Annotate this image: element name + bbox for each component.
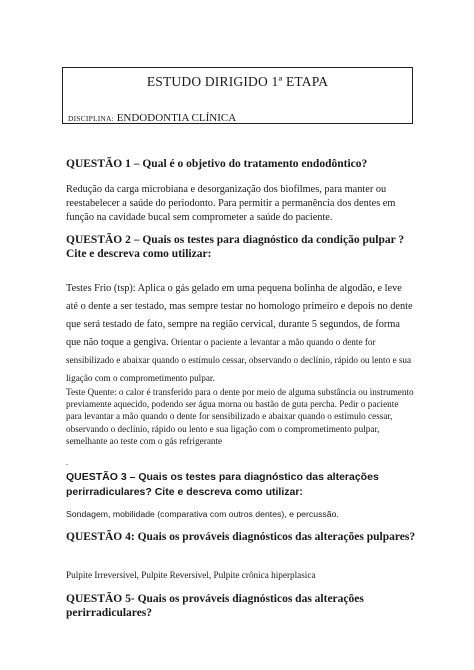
separator-dot: . [66, 458, 68, 467]
header-box [62, 67, 413, 124]
question-5-title: QUESTÃO 5- Quais os prováveis diagnósticos das alterações perirradiculares? [66, 593, 364, 619]
question-2-answer-cold-test: Testes Frio (tsp): Aplica o gás gelado em uma pequena bolinha de algodão, e leve até o dente a ser testado, mas sempre testar no homologo primeiro e depois no dente que será testado de fato, sempre na região cervical, durante 5 segundos, de forma que não toque a gengiva. [66, 283, 413, 348]
discipline-line [68, 108, 236, 126]
discipline-label: DISCIPLINA: [68, 114, 114, 123]
question-4-answer: Pulpite Irreversível, Pulpite Reversível, Pulpite crônica hiperplasica [66, 570, 316, 580]
question-2-answer [66, 278, 416, 447]
question-2-answer-hot-test: Teste Quente: o calor é transferido para o dente por meio de alguma substância ou instrumento previamente aquecido, podendo ser água morna ou bastão de guta percha. Pedir o paciente para levantar a mão quando o dente for sensibilizado e abaixar quando o estímulo cessar, observando o declínio, rápido ou lento e sua ligação com o comprometimento pulpar, semelhante ao teste com o gás refrigerante [66, 387, 414, 446]
question-3-title: QUESTÃO 3 – Quais os testes para diagnóstico das alterações perirradiculares? Cite e descreva como utilizar: [66, 471, 379, 498]
question-1-title: QUESTÃO 1 – Qual é o objetivo do tratamento endodôntico? [66, 158, 368, 170]
question-1-answer: Redução da carga microbiana e desorganização dos biofilmes, para manter ou reestabelecer a saúde do periodonto. Para permitir a permanência dos dentes em função na cavidade bucal sem comprometer a saúde do paciente. [66, 184, 396, 223]
discipline-value: ENDODONTIA CLÍNICA [113, 112, 237, 124]
question-4-title: QUESTÃO 4: Quais os prováveis diagnósticos das alterações pulpares? [66, 531, 416, 543]
question-2-title: QUESTÃO 2 – Quais os testes para diagnóstico da condição pulpar ? Cite e descreva como utilizar: [66, 234, 405, 260]
document-title: ESTUDO DIRIGIDO 1ª ETAPA [146, 74, 329, 89]
question-3-answer: Sondagem, mobilidade (comparativa com outros dentes), e percussão. [66, 509, 339, 519]
question-2-answer-cold-test-instructions: Orientar o paciente a levantar a mão quando o dente for sensibilizado e abaixar quando o estímulo cessar, observando o declínio, rápido ou lento e sua ligação com o comprometimento pulpar. [66, 337, 412, 383]
